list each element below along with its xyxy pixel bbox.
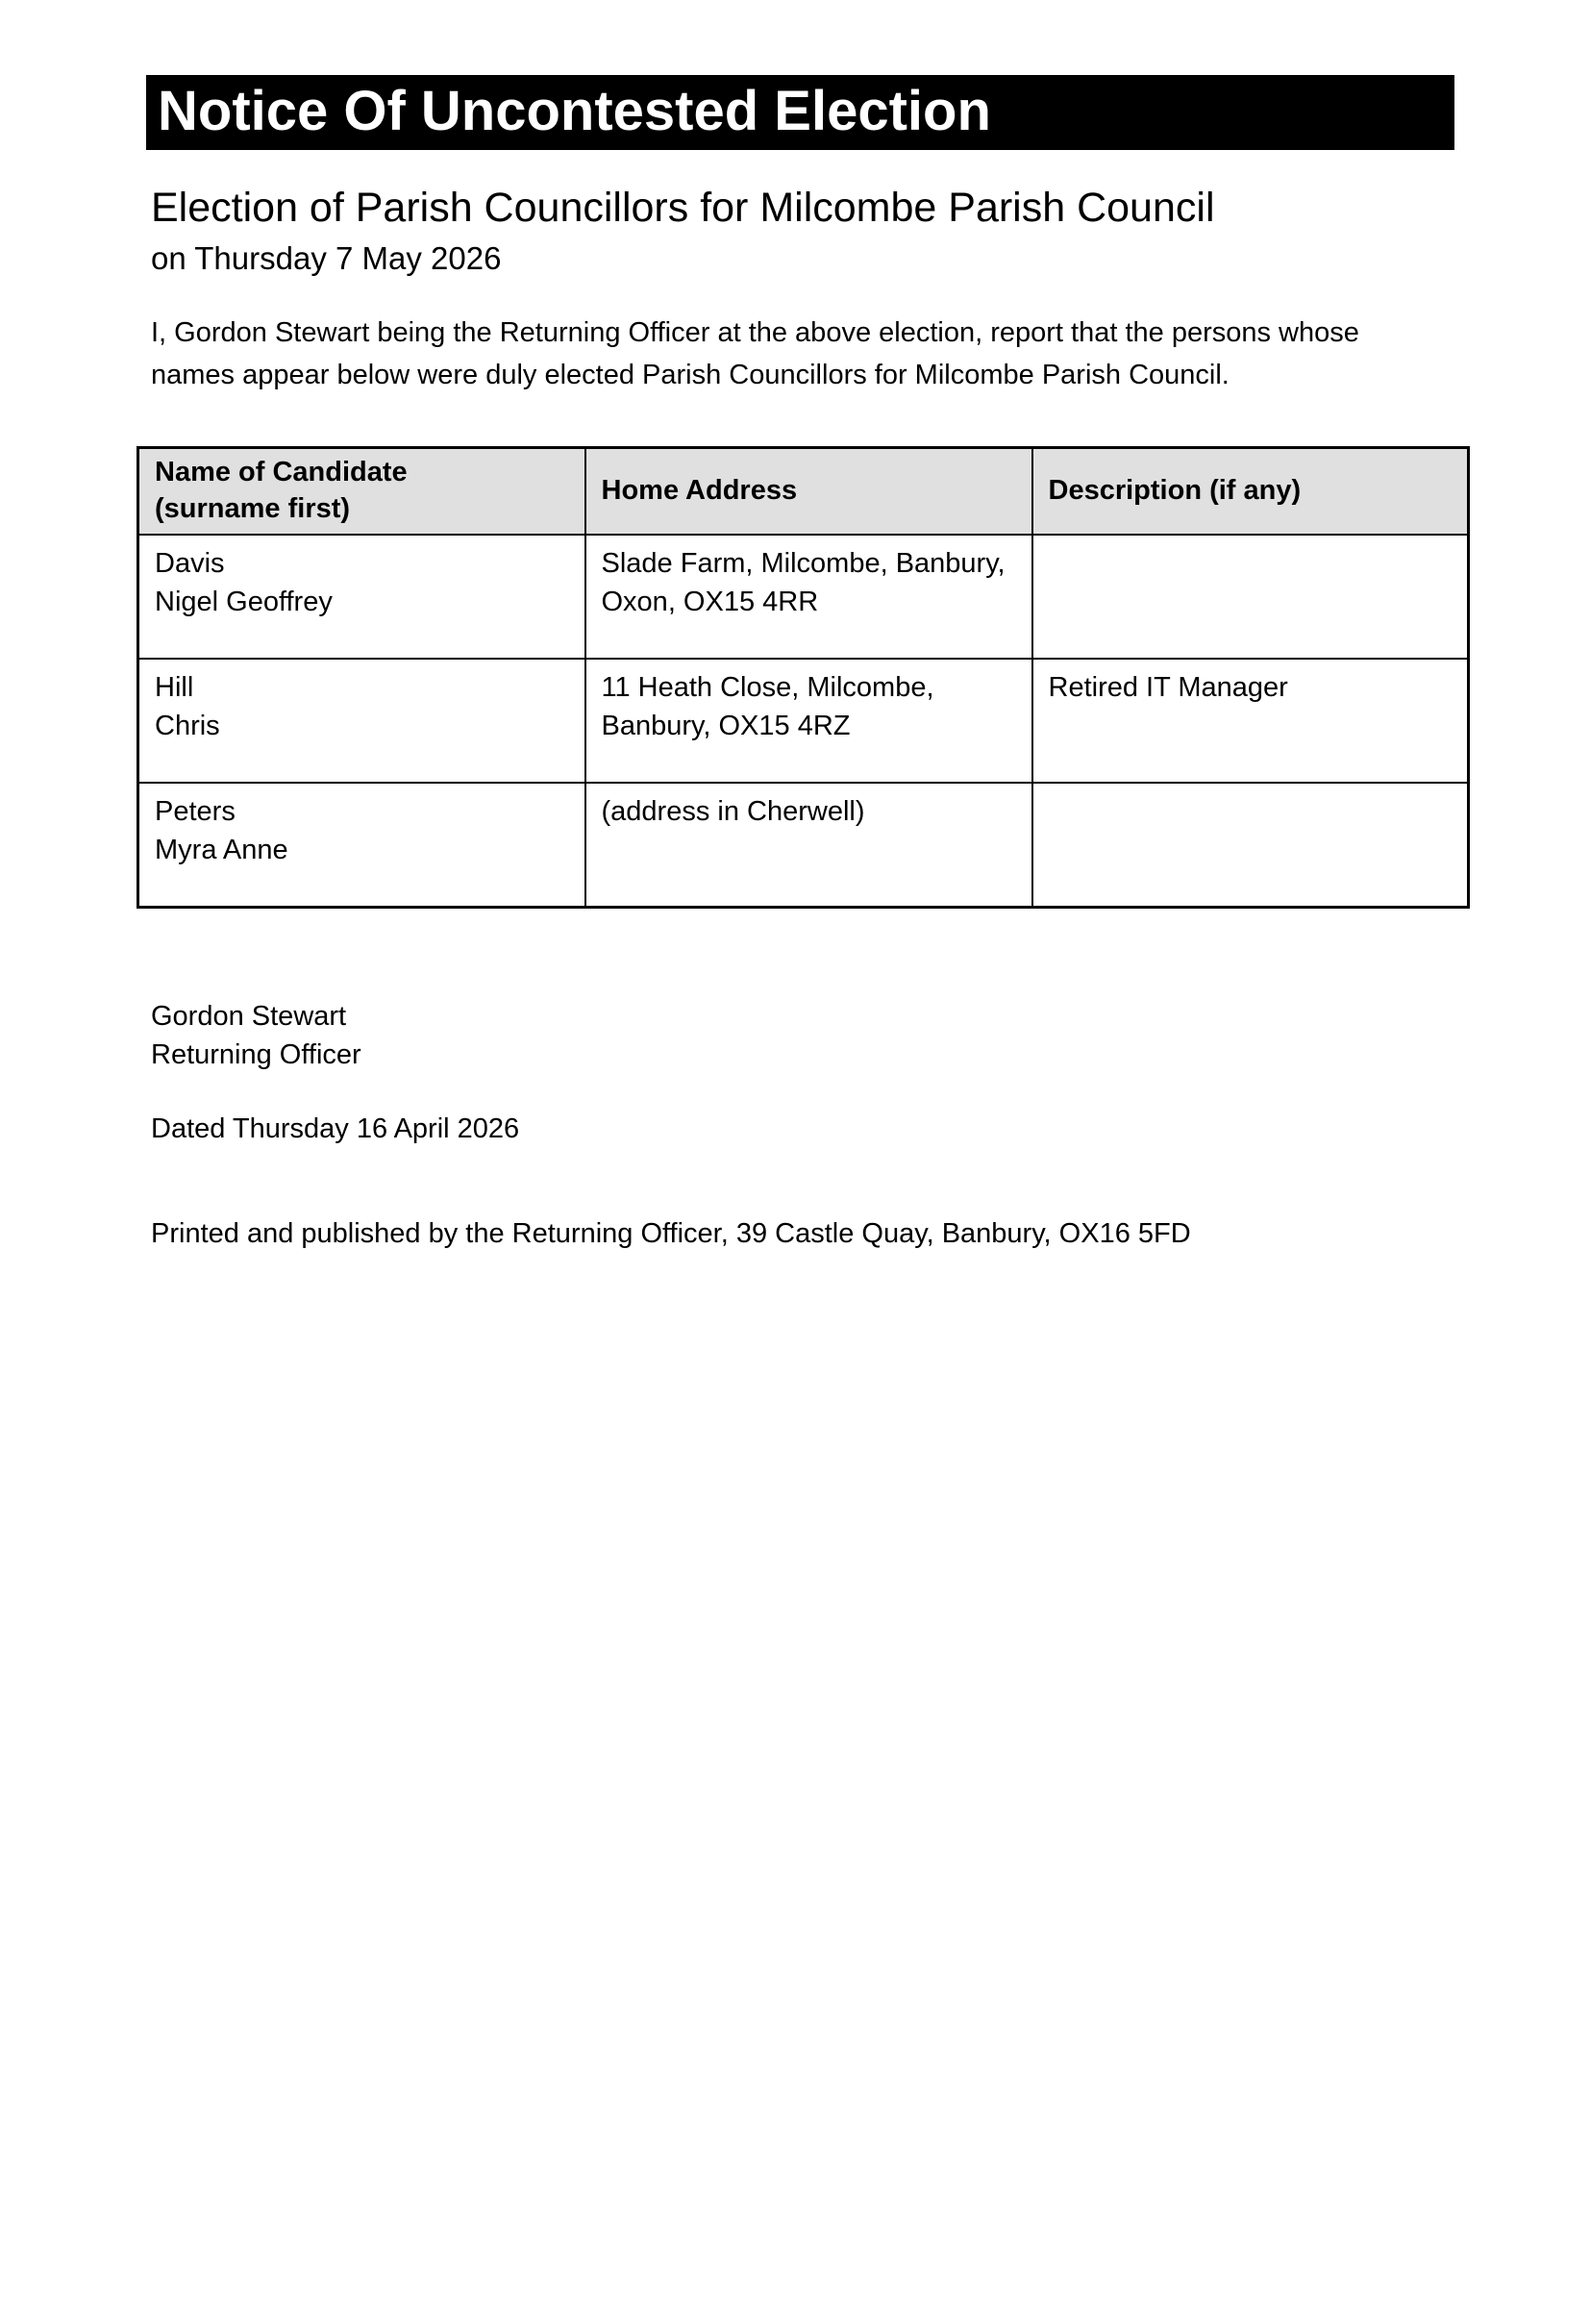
table-row bbox=[138, 659, 1469, 783]
candidate-forenames: Myra Anne bbox=[155, 834, 288, 865]
candidate-name-cell bbox=[138, 535, 585, 659]
candidate-forenames: Chris bbox=[155, 710, 220, 741]
candidate-name-cell bbox=[138, 783, 585, 908]
column-header-name-label: Name of Candidate bbox=[155, 457, 408, 488]
candidate-address-cell: (address in Cherwell) bbox=[585, 783, 1032, 908]
notice-page bbox=[0, 75, 1590, 2324]
notice-banner-title: Notice Of Uncontested Election bbox=[146, 75, 1454, 150]
table-row bbox=[138, 535, 1469, 659]
candidate-address-cell: 11 Heath Close, Milcombe, Banbury, OX15 4RZ bbox=[585, 659, 1032, 783]
table-row bbox=[138, 783, 1469, 908]
returning-officer-name: Gordon Stewart bbox=[151, 1000, 347, 1032]
column-header-address-label: Home Address bbox=[601, 475, 798, 507]
candidates-table bbox=[137, 446, 1470, 908]
election-date-line: on Thursday 7 May 2026 bbox=[151, 240, 502, 277]
column-header-name bbox=[138, 448, 585, 535]
printed-published-line: Printed and published by the Returning Officer, 39 Castle Quay, Banbury, OX16 5FD bbox=[151, 1217, 1191, 1249]
page-title: Election of Parish Councillors for Milcombe Parish Council bbox=[151, 185, 1215, 231]
candidate-surname: Peters bbox=[155, 795, 236, 827]
column-header-address bbox=[585, 448, 1032, 535]
table-header-row bbox=[138, 448, 1469, 535]
dated-line: Dated Thursday 16 April 2026 bbox=[151, 1112, 520, 1144]
candidate-description-cell bbox=[1032, 783, 1469, 908]
column-header-description bbox=[1032, 448, 1469, 535]
candidate-description-cell bbox=[1032, 535, 1469, 659]
signoff-block bbox=[151, 997, 1590, 1074]
candidate-forenames: Nigel Geoffrey bbox=[155, 586, 333, 617]
candidate-surname: Davis bbox=[155, 547, 225, 579]
returning-officer-role: Returning Officer bbox=[151, 1038, 361, 1070]
candidate-address-cell: Slade Farm, Milcombe, Banbury, Oxon, OX15 4RR bbox=[585, 535, 1032, 659]
candidate-description-cell: Retired IT Manager bbox=[1032, 659, 1469, 783]
column-header-description-label: Description (if any) bbox=[1048, 475, 1302, 507]
candidate-surname: Hill bbox=[155, 671, 194, 703]
intro-paragraph: I, Gordon Stewart being the Returning Officer at the above election, report that the persons whose names appear below were duly elected Parish Councillors for Milcombe Parish Council. bbox=[151, 317, 1359, 390]
candidate-name-cell bbox=[138, 659, 585, 783]
column-header-name-sublabel: (surname first) bbox=[155, 493, 351, 525]
